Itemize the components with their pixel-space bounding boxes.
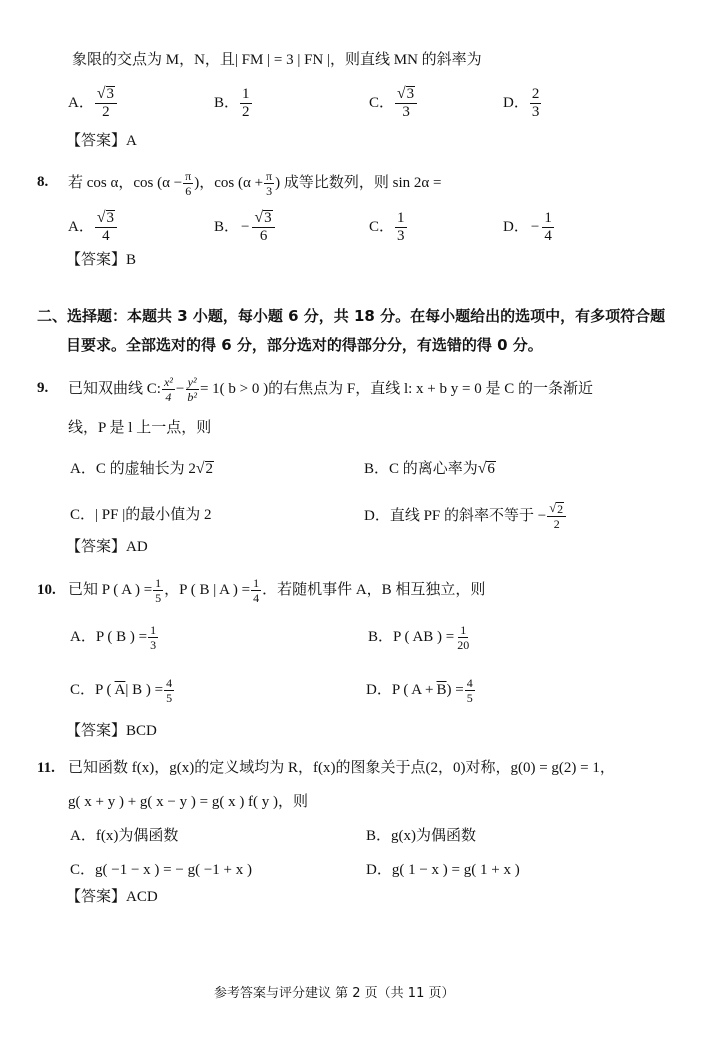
q11-option-d: D．g( 1 − x ) = g( 1 + x ) xyxy=(366,862,520,878)
q9-option-b-sqrt: √ 6 xyxy=(477,460,495,477)
q9-option-b-radicand: 6 xyxy=(487,461,495,477)
q10-option-b-num: 1 xyxy=(460,622,467,637)
q9-fx-den: 4 xyxy=(165,389,172,404)
q10-option-c-den: 5 xyxy=(166,690,173,705)
q9-option-b-text: B．C 的离心率为 xyxy=(364,460,478,477)
q7-option-fraction xyxy=(95,86,117,121)
radicand: 3 xyxy=(106,85,114,102)
q9-stem-line1: 已知双曲线 C: $\frac{\text{x²}}{4}$ − $\frac{\text{y²}}{\text{b²}}$ = 1( b > 0 )的右焦点为 F，直线 l: x + b y = 0 是 C 的一条渐近 xyxy=(68,374,593,404)
q10-option-a xyxy=(70,620,159,654)
q9-option-d-den: 2 xyxy=(553,517,560,532)
q10-option-d-num: 4 xyxy=(466,675,473,690)
q10-option-b-text: B．P ( AB ) = xyxy=(368,628,455,645)
q7-option-label: B． xyxy=(214,94,240,111)
q9-option-d-text: D．直线 PF 的斜率不等于 − xyxy=(364,507,547,524)
q8-stem-part3: ) 成等比数列，则 sin 2α = xyxy=(275,174,442,191)
radicand: 3 xyxy=(264,209,272,226)
radicand: 3 xyxy=(406,85,415,102)
q9-option-a-text: A．C 的虚轴长为 2 xyxy=(70,460,196,477)
q10-option-a-text: A．P ( B ) = xyxy=(70,628,148,645)
q10-option-d xyxy=(366,673,476,707)
minus-sign: − xyxy=(241,218,250,235)
q10-stem xyxy=(68,573,485,607)
q10-option-d-den: 5 xyxy=(466,690,473,705)
radicand: 3 xyxy=(106,209,114,226)
q9-option-d xyxy=(364,496,567,536)
numerator xyxy=(395,86,417,105)
sqrt: √ 3 xyxy=(254,208,272,226)
numerator xyxy=(95,210,117,229)
q11-option-a: A．f(x)为偶函数 xyxy=(70,828,179,844)
q10-stem-part3: ．若随机事件 A，B 相互独立，则 xyxy=(262,581,486,598)
numerator xyxy=(95,86,117,105)
denominator: 4 xyxy=(544,227,552,244)
q8-frac-pi-6 xyxy=(183,170,193,197)
numerator: 2 xyxy=(531,85,540,102)
q8-frac-pi-3 xyxy=(264,170,274,197)
q11-stem-line1: 已知函数 f(x)，g(x)的定义域均为 R，f(x)的图象关于点(2，0)对称，g(0) = g(2) = 1， xyxy=(68,760,615,776)
q7-option-label: C． xyxy=(369,94,395,111)
denominator: 2 xyxy=(102,104,110,121)
denominator: 3 xyxy=(531,103,540,120)
q8-frac1-num: π xyxy=(185,168,192,183)
q10-frac-2 xyxy=(251,577,261,604)
q9-option-a-sqrt: √ 2 xyxy=(195,460,213,477)
q7-option-a xyxy=(68,84,118,122)
q10-option-b xyxy=(368,620,472,654)
q8-option-fraction xyxy=(252,210,274,245)
q9-frac-x2-4 xyxy=(162,376,175,403)
q10-option-d-text2: ) = xyxy=(446,681,464,698)
q8-option-fraction xyxy=(95,210,117,245)
q7-option-fraction xyxy=(240,87,252,120)
q10-option-c xyxy=(70,673,175,707)
q9-option-c: C．| PF |的最小值为 2 xyxy=(70,507,212,523)
q8-option-d xyxy=(503,208,555,246)
q10-answer: 【答案】BCD xyxy=(66,723,157,739)
sqrt: √ 3 xyxy=(397,84,415,102)
q8-option-fraction xyxy=(542,211,554,244)
q10-option-b-frac xyxy=(455,624,471,651)
q9-stem-part1: 已知双曲线 C: xyxy=(68,380,161,397)
q9-stem-part2: = 1( b > 0 )的右焦点为 F，直线 l: x + b y = 0 是 C 的一条渐近 xyxy=(199,380,593,397)
q10-option-c-frac xyxy=(164,677,174,704)
q10-option-a-frac xyxy=(148,624,158,651)
q10-frac-1-num: 1 xyxy=(155,575,162,590)
denominator: 6 xyxy=(259,228,268,245)
q10-option-c-complement: $\overline{A}$ xyxy=(114,681,126,698)
q10-frac-2-num: 1 xyxy=(253,575,260,590)
minus-sign: − xyxy=(530,218,540,235)
q8-option-b xyxy=(214,208,276,246)
q8-option-label: B． xyxy=(214,218,240,235)
q7-option-label: D． xyxy=(503,94,529,111)
q8-stem-part2: )，cos (α + xyxy=(194,174,264,191)
q9-stem-line2: 线，P 是 l 上一点，则 xyxy=(68,420,212,436)
sqrt: √ 3 xyxy=(96,84,114,102)
q10-frac-2-den: 4 xyxy=(253,590,260,605)
q8-option-label: A． xyxy=(68,218,94,235)
denominator: 3 xyxy=(402,104,410,121)
q10-option-c-text1: C．P ( xyxy=(70,681,112,698)
q7-option-fraction xyxy=(395,86,417,121)
q8-stem-part1: 若 cos α，cos (α − xyxy=(68,174,183,191)
q10-option-a-num: 1 xyxy=(150,622,157,637)
q7-option-c xyxy=(369,84,418,122)
denominator: 4 xyxy=(102,228,110,245)
q10-number: 10. xyxy=(37,582,56,598)
q7-option-d xyxy=(503,84,542,122)
sqrt: √ 3 xyxy=(96,208,114,226)
q9-frac-y2-b2 xyxy=(185,376,199,403)
q8-frac2-num: π xyxy=(266,168,273,183)
q8-answer: 【答案】B xyxy=(66,252,137,268)
q11-option-b: B．g(x)为偶函数 xyxy=(366,828,476,844)
q7-stem-continuation: 象限的交点为 M，N，且| FM | = 3 | FN |，则直线 MN 的斜率为 xyxy=(72,52,482,68)
denominator: 3 xyxy=(397,227,405,244)
q10-option-c-num: 4 xyxy=(166,675,173,690)
q9-option-a-radicand: 2 xyxy=(205,461,213,477)
q8-frac1-den: 6 xyxy=(185,183,192,198)
q7-answer: 【答案】A xyxy=(66,133,137,149)
numerator xyxy=(252,210,274,229)
q10-option-d-complement: $\overline{B}$ xyxy=(436,681,447,698)
denominator: 2 xyxy=(242,103,250,120)
section2-heading-line1: 二、选择题：本题共 3 小题，每小题 6 分，共 18 分。在每小题给出的选项中，有多项符合题 xyxy=(37,307,666,325)
q10-option-c-text2: | B ) = xyxy=(125,681,164,698)
q10-option-d-frac xyxy=(465,677,475,704)
q10-stem-part2: ，P ( B | A ) = xyxy=(164,581,251,598)
numerator: 1 xyxy=(242,85,250,102)
q10-option-a-den: 3 xyxy=(150,637,157,652)
q8-option-label: D． xyxy=(503,218,529,235)
page-footer: 参考答案与评分建议 第 2 页（共 11 页） xyxy=(214,986,455,1001)
q9-number: 9. xyxy=(37,380,49,396)
q8-number: 8. xyxy=(37,174,49,190)
q10-frac-1-den: 5 xyxy=(155,590,162,605)
q10-option-b-den: 20 xyxy=(457,637,470,652)
q8-option-a xyxy=(68,208,118,246)
q8-option-label: C． xyxy=(369,218,395,235)
q10-stem-part1: 已知 P ( A ) = xyxy=(68,581,153,598)
q9-answer: 【答案】AD xyxy=(66,539,148,555)
q7-option-label: A． xyxy=(68,94,94,111)
q8-option-fraction xyxy=(395,211,407,244)
q9-fx-num: x² xyxy=(163,374,173,389)
q9-fy-den: b² xyxy=(187,389,197,404)
q8-stem xyxy=(68,166,441,200)
q7-option-b xyxy=(214,84,253,122)
q9-fy-num: y² xyxy=(187,374,197,389)
q9-option-d-frac: √ 2 2 xyxy=(547,502,566,531)
q9-option-d-radicand: 2 xyxy=(557,501,564,516)
q10-frac-1 xyxy=(153,577,163,604)
q8-option-c xyxy=(369,208,408,246)
q11-number: 11. xyxy=(37,760,55,776)
q8-frac2-den: 3 xyxy=(266,183,273,198)
numerator: 1 xyxy=(544,209,552,226)
q11-option-c: C．g( −1 − x ) = − g( −1 + x ) xyxy=(70,862,252,878)
numerator: 1 xyxy=(397,209,405,226)
q11-stem-line2: g( x + y ) + g( x − y ) = g( x ) f( y )，则 xyxy=(68,794,309,810)
q9-option-b xyxy=(364,461,496,478)
q10-option-d-text1: D．P ( A + xyxy=(366,681,434,698)
q11-answer: 【答案】ACD xyxy=(66,889,158,905)
section2-heading-line2: 目要求。全部选对的得 6 分，部分选对的得部分分，有选错的得 0 分。 xyxy=(66,336,543,354)
q9-option-a xyxy=(70,461,214,478)
q7-option-fraction xyxy=(530,87,542,120)
